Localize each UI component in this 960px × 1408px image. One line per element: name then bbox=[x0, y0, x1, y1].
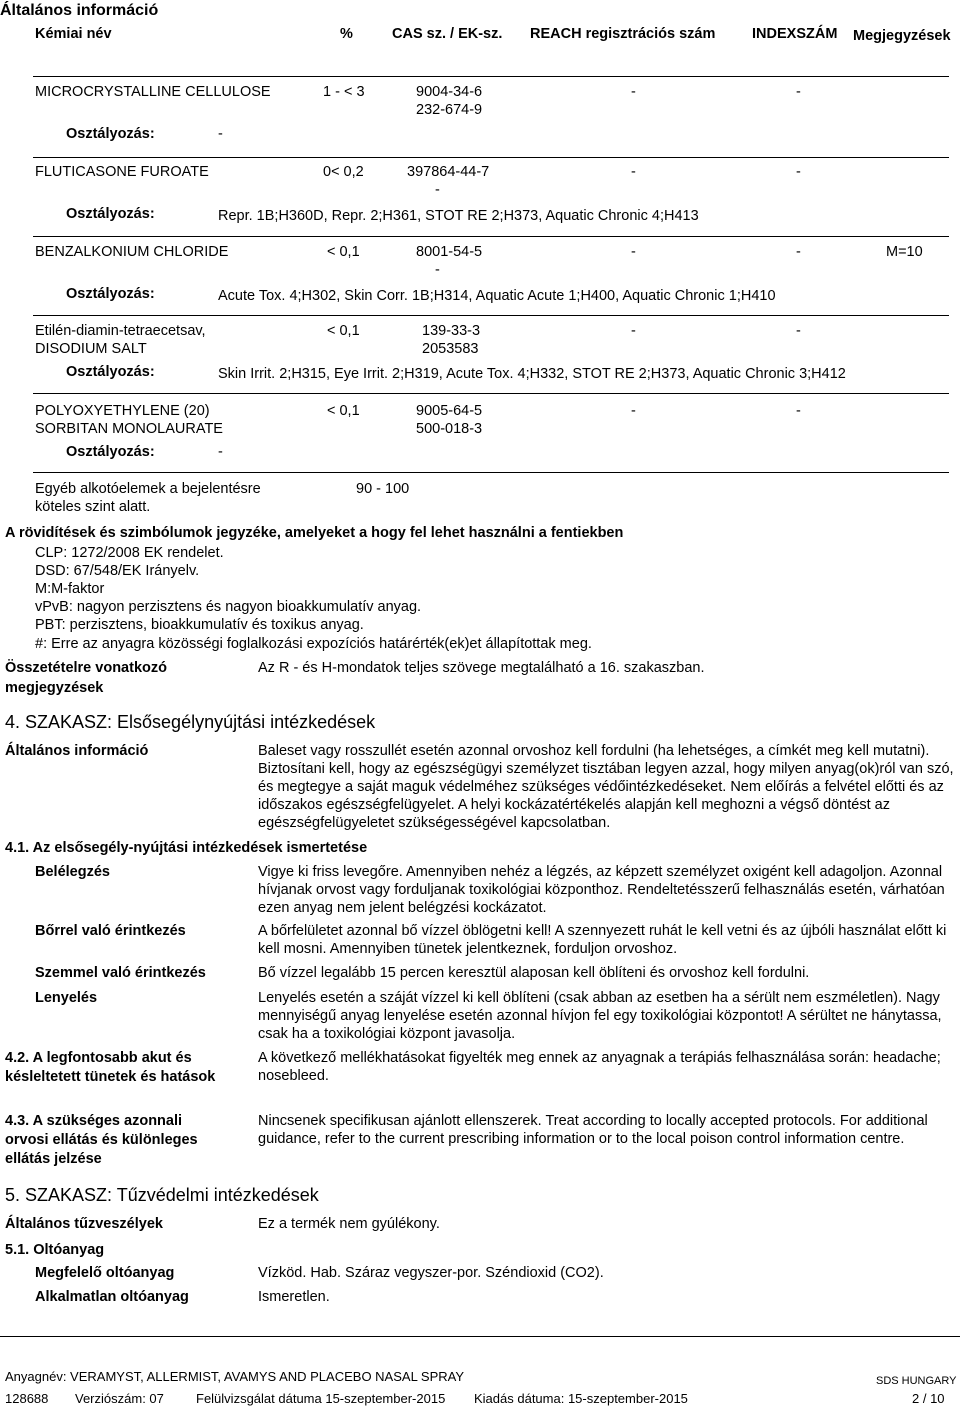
col-header-notes: Megjegyzések bbox=[853, 28, 951, 44]
ingestion-text: Lenyelés esetén a száját vízzel ki kell öblíteni (csak abban az esetben ha a sérült nem eszméletlen). Nagy mennyiségű anyag lenyelése esetén azonnal hívjon fel egy toxikológiai központot! A sérültet ne hánytassa, csak ha a toxikológiai központ javasolja. bbox=[258, 990, 942, 1042]
general-info-text: Baleset vagy rosszullét esetén azonnal orvoshoz kell fordulni (ha lehetséges, a címkét meg kell mutatni). Biztosítani kell, hogy az egészségügyi személyzet tisztában legyen azzal, hogy milyen anyag(ok)ról van szó, és megtegye a saját maguk védelméhez szükséges védőintézkedéseket. Nem előírás a felvétel előtti és az időszakos egészségfelügyelet. A helyi kockázatértékelés alapján kell meghozni a végső döntést az egészségfelügyeletet szükségességével kapcsolatban. bbox=[258, 743, 954, 831]
col-header-reach: REACH regisztrációs szám bbox=[530, 26, 716, 42]
footer-issue: Kiadás dátuma: 15-szeptember-2015 bbox=[474, 1391, 688, 1406]
class-value: Repr. 1B;H360D, Repr. 2;H361, STOT RE 2;H373, Aquatic Chronic 4;H413 bbox=[218, 208, 699, 224]
table-rule bbox=[33, 472, 949, 473]
composition-note-label-1: Összetételre vonatkozó bbox=[5, 660, 167, 676]
class-label: Osztályozás: bbox=[66, 364, 155, 380]
ingestion-label: Lenyelés bbox=[35, 990, 98, 1006]
chem-name: FLUTICASONE FUROATE bbox=[35, 164, 209, 180]
chem-pct: < 0,1 bbox=[327, 323, 360, 339]
section5-title: 5. SZAKASZ: Tűzvédelmi intézkedések bbox=[5, 1185, 319, 1205]
chem-name-line1: POLYOXYETHYLENE (20) bbox=[35, 403, 210, 419]
chem-cas: 139-33-3 bbox=[422, 323, 481, 339]
table-rule bbox=[33, 236, 949, 237]
unsuitable-media-text: Ismeretlen. bbox=[258, 1289, 330, 1305]
abbrev-line: #: Erre az anyagra közösségi foglalkozási expozíciós határérték(ek)et állapítottak meg. bbox=[35, 636, 592, 652]
col-header-pct: % bbox=[340, 26, 353, 42]
class-value: Skin Irrit. 2;H315, Eye Irrit. 2;H319, Acute Tox. 4;H332, STOT RE 2;H373, Aquatic Chronic 3;H412 bbox=[218, 366, 846, 382]
chem-ec: 2053583 bbox=[422, 341, 479, 357]
class-value: - bbox=[218, 444, 223, 460]
chem-cas: 9005-64-5 bbox=[416, 403, 483, 419]
class-label: Osztályozás: bbox=[66, 126, 155, 142]
unsuitable-media-label: Alkalmatlan oltóanyag bbox=[35, 1289, 189, 1305]
skin-contact-text: A bőrfelületet azonnal bő vízzel öblögetni kell! A szennyezett ruhát le kell vetni és az újbóli használat előtt ki kell mosni. Amennyiben tünetek jelentkeznek, forduljon orvoshoz. bbox=[258, 923, 947, 957]
footer-sds: SDS HUNGARY bbox=[876, 1375, 957, 1387]
chem-index: - bbox=[796, 244, 801, 260]
skin-contact-label: Bőrrel való érintkezés bbox=[35, 923, 186, 939]
chem-name-line2: DISODIUM SALT bbox=[35, 341, 147, 357]
composition-note-label-2: megjegyzések bbox=[5, 680, 104, 696]
footer-version: Verziószám: 07 bbox=[75, 1391, 164, 1406]
fire-hazards-text: Ez a termék nem gyúlékony. bbox=[258, 1216, 440, 1232]
chem-index: - bbox=[796, 403, 801, 419]
footer-doc-id: 128688 bbox=[5, 1391, 49, 1406]
chem-reach: - bbox=[631, 244, 636, 260]
chem-index: - bbox=[796, 323, 801, 339]
table-rule bbox=[33, 315, 949, 316]
section4-1-title: 4.1. Az elsősegély-nyújtási intézkedések ismertetése bbox=[5, 840, 368, 856]
chem-reach: - bbox=[631, 403, 636, 419]
chem-index: - bbox=[796, 84, 801, 100]
section4-3-label: 4.3. A szükséges azonnali orvosi ellátás és különleges ellátás jelzése bbox=[5, 1113, 198, 1167]
abbrev-line: vPvB: nagyon perzisztens és nagyon bioakkumulatív anyag. bbox=[35, 599, 422, 615]
abbrev-line: DSD: 67/548/EK Irányelv. bbox=[35, 563, 200, 579]
chem-name-line2: SORBITAN MONOLAURATE bbox=[35, 421, 223, 437]
class-label: Osztályozás: bbox=[66, 286, 155, 302]
chem-index: - bbox=[796, 164, 801, 180]
chem-pct: < 0,1 bbox=[327, 403, 360, 419]
composition-note-text: Az R - és H-mondatok teljes szövege megtalálható a 16. szakaszban. bbox=[258, 660, 705, 676]
inhalation-label: Belélegzés bbox=[35, 864, 110, 880]
other-components-label-2: köteles szint alatt. bbox=[35, 499, 151, 515]
col-header-cas: CAS sz. / EK-sz. bbox=[392, 26, 503, 42]
chem-pct: < 0,1 bbox=[327, 244, 360, 260]
suitable-media-text: Vízköd. Hab. Száraz vegyszer-por. Széndioxid (CO2). bbox=[258, 1265, 604, 1281]
chem-reach: - bbox=[631, 323, 636, 339]
chem-name: BENZALKONIUM CHLORIDE bbox=[35, 244, 229, 260]
col-header-index: INDEXSZÁM bbox=[752, 26, 838, 42]
abbrev-line: M:M-faktor bbox=[35, 581, 105, 597]
abbrev-title: A rövidítések és szimbólumok jegyzéke, amelyeket a hogy fel lehet használni a fentiekben bbox=[5, 525, 624, 541]
table-rule bbox=[33, 393, 949, 394]
section-title: Általános információ bbox=[0, 2, 159, 19]
fire-hazards-label: Általános tűzveszélyek bbox=[5, 1216, 163, 1232]
chem-name: MICROCRYSTALLINE CELLULOSE bbox=[35, 84, 271, 100]
eye-contact-label: Szemmel való érintkezés bbox=[35, 965, 206, 981]
section4-2-text: A következő mellékhatásokat figyelték meg ennek az anyagnak a terápiás felhasználása során: headache; nosebleed. bbox=[258, 1050, 941, 1084]
inhalation-text: Vigye ki friss levegőre. Amennyiben nehéz a légzés, az képzett személyzet oxigént kell adagoljon. Azonnal hívjanak orvost vagy forduljanak toxikológiai központhoz. Rendeltetésszerű felhasználás esetén, várhatóan ezen anyag nem jelent belégzési kockázatot. bbox=[258, 864, 945, 916]
class-value: - bbox=[218, 126, 223, 142]
chem-ec: - bbox=[435, 182, 440, 198]
class-label: Osztályozás: bbox=[66, 206, 155, 222]
chem-ec: - bbox=[435, 262, 440, 278]
section4-2-label: 4.2. A legfontosabb akut és késleltetett tünetek és hatások bbox=[5, 1050, 216, 1085]
class-label: Osztályozás: bbox=[66, 444, 155, 460]
chem-pct: 1 - < 3 bbox=[323, 84, 365, 100]
section5-1-title: 5.1. Oltóanyag bbox=[5, 1242, 105, 1258]
table-rule bbox=[33, 76, 949, 77]
chem-cas: 397864-44-7 bbox=[407, 164, 490, 180]
other-components-label-1: Egyéb alkotóelemek a bejelentésre bbox=[35, 481, 261, 497]
chem-ec: 232-674-9 bbox=[416, 102, 483, 118]
footer-product: Anyagnév: VERAMYST, ALLERMIST, AVAMYS AND PLACEBO NASAL SPRAY bbox=[5, 1369, 465, 1384]
class-value: Acute Tox. 4;H302, Skin Corr. 1B;H314, Aquatic Acute 1;H400, Aquatic Chronic 1;H410 bbox=[218, 288, 776, 304]
section4-title: 4. SZAKASZ: Elsősegélynyújtási intézkedések bbox=[5, 712, 376, 732]
col-header-name: Kémiai név bbox=[35, 26, 112, 42]
other-components-pct: 90 - 100 bbox=[356, 481, 410, 497]
table-rule bbox=[33, 157, 949, 158]
footer-rule bbox=[0, 1336, 960, 1337]
footer-revision: Felülvizsgálat dátuma 15-szeptember-2015 bbox=[196, 1391, 446, 1406]
chem-cas: 8001-54-5 bbox=[416, 244, 483, 260]
footer-page-number: 2 / 10 bbox=[912, 1391, 945, 1406]
chem-notes: M=10 bbox=[886, 244, 923, 260]
eye-contact-text: Bő vízzel legalább 15 percen keresztül alaposan kell öblíteni és orvoshoz kell fordulni. bbox=[258, 965, 810, 981]
chem-ec: 500-018-3 bbox=[416, 421, 483, 437]
section4-3-text: Nincsenek specifikusan ajánlott ellenszerek. Treat according to locally accepted protocols. For additional guidance, refer to the current prescribing information or to the local poison control information centre. bbox=[258, 1113, 928, 1147]
chem-reach: - bbox=[631, 164, 636, 180]
chem-cas: 9004-34-6 bbox=[416, 84, 483, 100]
suitable-media-label: Megfelelő oltóanyag bbox=[35, 1265, 175, 1281]
chem-name-line1: Etilén-diamin-tetraecetsav, bbox=[35, 323, 206, 339]
general-info-label: Általános információ bbox=[5, 743, 149, 759]
chem-pct: 0< 0,2 bbox=[323, 164, 364, 180]
chem-reach: - bbox=[631, 84, 636, 100]
abbrev-line: PBT: perzisztens, bioakkumulatív és toxikus anyag. bbox=[35, 617, 364, 633]
abbrev-line: CLP: 1272/2008 EK rendelet. bbox=[35, 545, 224, 561]
